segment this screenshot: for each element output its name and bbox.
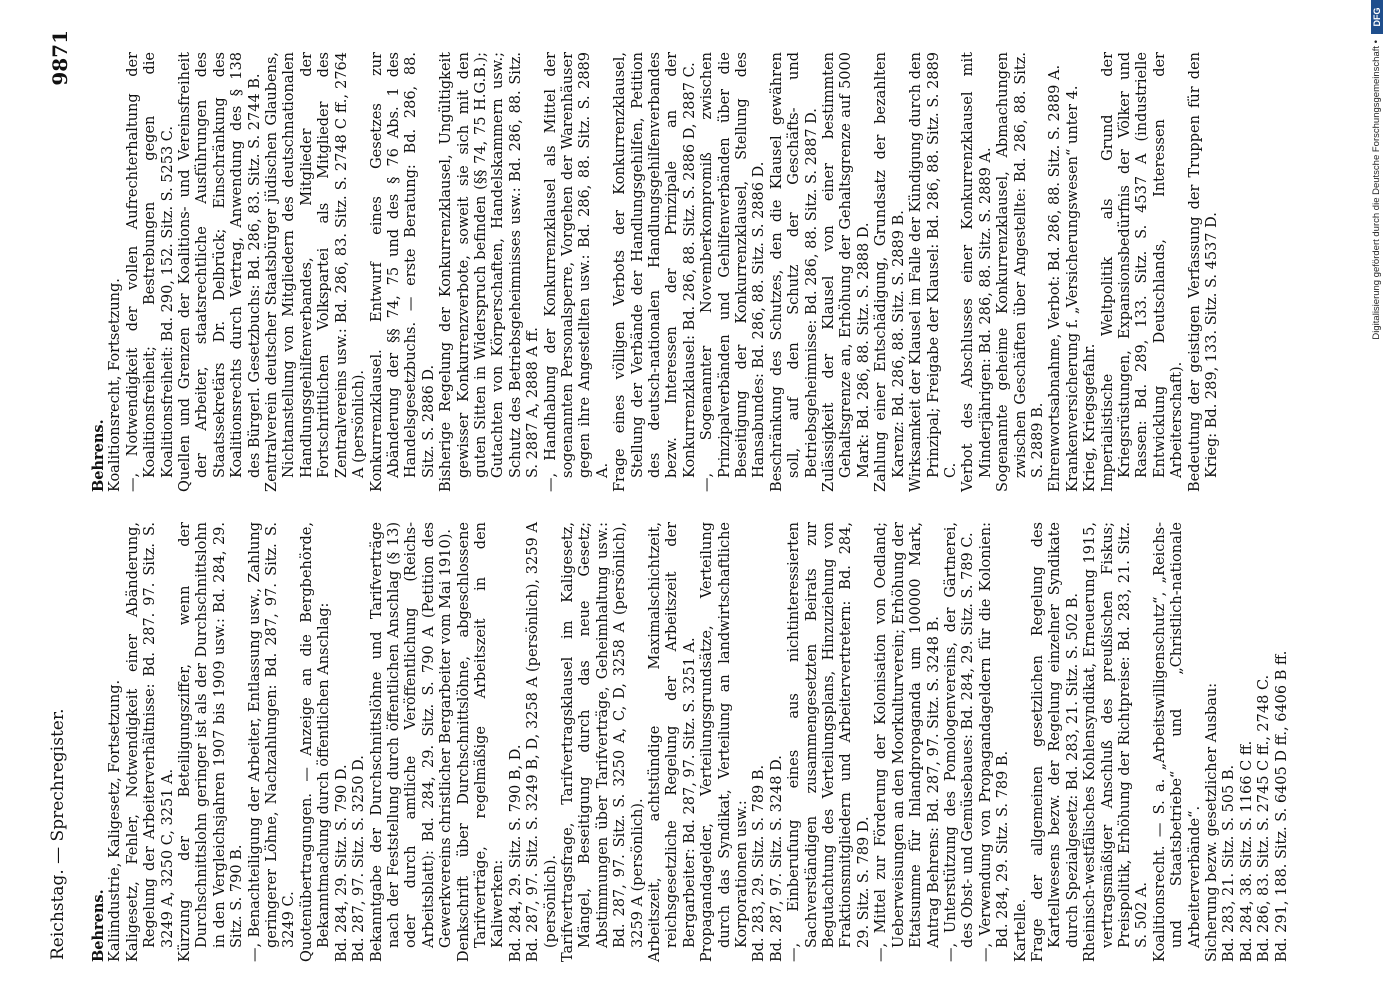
index-entry: —, Sogenannter Novemberkompromiß zwischen Prinzipalverbänden und Gehilfenverbänden über die Beseitigung der Konkurrenzklausel, Stellung des Hansabundes: Bd. 286, 88. Sitz. S. 2886 D. [699,52,768,492]
dfg-logo: DFG [1371,0,1383,34]
index-entry: Kartelle. [1012,898,1029,962]
index-entry: Bd. 283, 29. Sitz. S. 789 B. [751,764,768,962]
index-entry: Frage eines völligen Verbots der Konkurrenzklausel, Stellung der Verbände der Handlungsgehilfen, Petition des deutsch-nationalen Handlungsgehilfenverbandes bezw. Interessen der Prinzipale an der Konkurrenzklausel: Bd. 286, 88. Sitz. S. 2886 D, 2887 C. [612,52,698,492]
index-entry: Denkschrift über Durchschnittslöhne, abgeschlossene Tarifverträge, regelmäßige Arbeitszeit in den Kaliwerken: [455,522,507,962]
digitization-sidebar [1371,0,1383,1000]
index-entry: Bd. 291, 188. Sitz. S. 6405 D ff., 6406 B ff. [1273,650,1290,962]
index-entry: Ehrenwortsabnahme, Verbot: Bd. 286, 88. Sitz. S. 2889 A. [1047,64,1064,492]
index-entry: Rheinisch-westfälisches Kohlensyndikat, Erneuerung 1915, vertragsmäßiger Anschluß des preußischen Fiskus; Preispolitik, Erhöhung der Richtpreise: Bd. 283, 21. Sitz. S. 502 A. [1082,522,1151,962]
index-entry: Bekanntgabe der Durchschnittslöhne und Tarifverträge nach der Feststellung durch öffentlichen Anschlag (§ 13) oder durch amtliche Veröffentlichung (Reichs-Arbeitsblatt): Bd. 284, 29. Sitz. S. 790 A (Petition des Gewerkvereins christlicher Bergarbeiter vom Mai 1910). [368,522,455,962]
index-entry: Verbot des Abschlusses einer Konkurrenzklausel mit Minderjährigen: Bd. 286, 88. Sitz. S. 2889 A. [960,52,994,492]
index-entry: Bd. 287, 97. Sitz. S. 3248 D. [768,755,785,962]
index-entry: Zentralverein deutscher Staatsbürger jüdischen Glaubens, Nichtanstellung von Mitgliedern des deutschnationalen Handlungsgehilfenverbandes, Mitglieder der Fortschrittlichen Volkspartei als Mitglieder des Zentralvereins usw.: Bd. 286, 83. Sitz. S. 2748 C ff., 2764 A (persönlich). [264,52,368,492]
index-entry: Bd. 287, 97. Sitz. S. 3249 B, D, 3258 A (persönlich), 3259 A (persönlich). [525,522,559,962]
page-header [40,30,80,960]
index-entry: Tarifvertragsfrage, Tarifvertragsklausel im Kaligesetz, Mängel, Beseitigung durch das neue Gesetz; Abstimmungen über Tarifverträge, Geheimhaltung usw.: Bd. 287, 97. Sitz. S. 3250 A, C, D, 3258 A (persönlich), 3259 A (persönlich). [559,522,646,962]
index-entry: —, Einberufung eines aus nichtinteressierten Sachverständigen zusammengesetzten Beirats zur Begutachtung des Verteilungsplans, Hinzuziehung von Fraktionsmitgliedern und Arbeitervertretern: Bd. 284, 29. Sitz. S. 789 D. [786,522,872,962]
index-entry: Arbeitszeit, achtstündige Maximalschichtzeit, reichsgesetzliche Regelung der Arbeitszeit der Bergarbeiter: Bd. 287, 97. Sitz. S. 3251 A. [647,522,698,962]
index-entry: Quotenübertragungen. — Anzeige an die Bergbehörde, Bekanntmachung durch öffentlichen Anschlag: [298,522,333,962]
index-entry: Bd. 284, 38. Sitz. S. 1166 C ff. [1238,740,1255,962]
index-entry: Frage der allgemeinen gesetzlichen Regelung des Kartellwesens bezw. der Regelung einzelner Syndikate durch Spezialgesetz: Bd. 283, 21. Sitz. S. 502 B. [1029,522,1081,962]
index-entry: Sogenannte geheime Konkurrenzklausel, Abmachungen zwischen Geschäften über Angestellte: Bd. 286, 88. Sitz. S. 2889 B. [995,52,1046,492]
index-entry: Beschränkung des Schutzes, den die Klausel gewähren soll, auf den Schutz der Geschäfts- und Betriebsgeheimnisse: Bd. 286, 88. Sitz. S. 2887 D. [768,52,820,492]
right-column [90,52,1221,492]
index-entry: Propagandagelder, Verteilungsgrundsätze, Verteilung durch das Syndikat, Verteilung an landwirtschaftliche Korporationen usw.: [699,522,751,962]
index-entry: Krieg, Kriegsgefahr. [1082,343,1099,492]
index-entry: —, Notwendigkeit der vollen Aufrechterhaltung der Koalitionsfreiheit; Bestrebungen gegen die Koalitionsfreiheit: Bd. 290, 152. Sitz. S. 5253 C. [124,52,176,492]
left-column-entries [107,522,1291,962]
index-entry: Bd. 286, 83. Sitz. S. 2745 C ff., 2748 C. [1256,674,1273,962]
index-entry: Bd. 284, 29. Sitz. S. 790 B, D. [507,744,524,962]
right-column-entries [107,52,1221,492]
index-entry: Koalitionsrecht, Fortsetzung. [107,278,124,492]
index-entry: Wirksamkeit der Klausel im Falle der Kündigung durch den Prinzipal; Freigabe der Klausel: Bd. 286, 88. Sitz. S. 2889 C. [908,52,959,492]
index-entry: Konkurrenzklausel. Entwurf eines Gesetzes zur Abänderung der §§ 74, 75 und des § 76 Abs. 1 des Handelsgesetzbuchs. — erste Beratung: Bd. 286, 88. Sitz. S. 2886 D. [368,52,437,492]
index-entry: Bd. 287, 97. Sitz. S. 3250 D. [351,755,368,962]
index-entry: —, Handhabung der Konkurrenzklausel als Mittel der sogenannten Personalsperre, Vorgehen der Warenhäuser gegen ihre Angestellten usw.: Bd. 286, 88. Sitz. S. 2889 A. [542,52,611,492]
column-heading: Behrens. [90,419,107,492]
running-title: Reichstag. — Sprechregister. [48,708,68,960]
index-entry: —, Mittel zur Förderung der Kolonisation von Oedland; Ueberweisungen an den Moorkulturverein; Erhöhung der Etatsumme für Inlandpropaganda um 100000 Mark, Antrag Behrens: Bd. 287, 97. Sitz. S. 3248 B. [873,522,942,962]
index-entry: Kürzung der Beteiligungsziffer, wenn der Durchschnittslohn geringer ist als der Durchschnittslohn in den Vergleichsjahren 1907 bis 1909 usw.: Bd. 284, 29. Sitz. S. 790 B. [177,522,246,962]
index-entry: Bd. 283, 21. Sitz. S. 505 B. [1221,764,1238,962]
index-entry: Sicherung bezw. gesetzlicher Ausbau: [1204,682,1220,962]
index-entry: Kaligesetz, Fehler, Notwendigkeit einer Abänderung, Regelung der Arbeiterverhältnisse: Bd. 287. 97. Sitz. S. 3249 A, 3250 C, 3251 A. [124,522,176,962]
index-entry: Zulässigkeit der Klausel von einer bestimmten Gehaltsgrenze an, Erhöhung der Gehaltsgrenze auf 5000 Mark: Bd. 286, 88. Sitz. S. 2888 D. [821,52,872,492]
index-entry: —, Unterstützung des Pomologenvereins, der Gärtnerei, des Obst- und Gemüsebaues: Bd. 284, 29. Sitz. S. 789 C. [942,522,977,962]
index-entry: Bedeutung der geistigen Verfassung der Truppen für den Krieg: Bd. 289, 133. Sitz. S. 4537 D. [1186,52,1220,492]
index-entry: —, Benachteiligung der Arbeiter, Entlassung usw., Zahlung geringerer Löhne, Nachzahlungen: Bd. 287, 97. Sitz. S. 3249 C. [246,522,298,962]
index-entry: Imperialistische Weltpolitik als Grund der Kriegsrüstungen, Expansionsbedürfnis der Völker und Rassen: Bd. 289, 133. Sitz. S. 4537 A (industrielle Entwicklung Deutschlands, Interessen der Arbeiterschaft). [1099,52,1186,492]
index-entry: Koalitionsrecht. — S. a. „Arbeitswilligenschutz“, „Reichs- und Staatsbetriebe“ und „Christlich-nationale Arbeiterverbände“. [1151,522,1203,962]
index-entry: Bd. 284, 29. Sitz. S. 790 D. [333,764,350,962]
index-entry: Bisherige Regelung der Konkurrenzklausel, Ungültigkeit gewisser Konkurrenzverbote, soweit sie sich mit den guten Sitten in Widerspruch befinden (§§ 74, 75 H.G.B.); Gutachten von Körperschaften, Handelskammern usw.; Schutz des Betriebsgeheimnisses usw.: Bd. 286, 88. Sitz. S. 2887 A, 2888 A ff. [438,52,542,492]
index-entry: Kaliindustrie, Kaligesetz, Fortsetzung. [107,679,124,962]
sponsor-note: Digitalisierung gefördert durch die Deutsche Forschungsgemeinschaft • [1371,40,1382,340]
index-entry: Quellen und Grenzen der Koalitions- und Vereinsfreiheit der Arbeiter, staatsrechtliche Ausführungen des Staatssekretärs Dr. Delbrück; Einschränkung des Koalitionsrechts durch Vertrag, Anwendung des § 138 des Bürgerl. Gesetzbuchs: Bd. 286, 83. Sitz. S. 2744 B. [177,52,263,492]
index-entry: Krankenversicherung f. „Versicherungswesen“ unter 4. [1064,85,1081,492]
index-entry: —, Verwendung von Propagandageldern für die Kolonien: Bd. 284, 29. Sitz. S. 789 B. [977,522,1012,962]
index-entry: Zahlung einer Entschädigung, Grundsatz der bezahlten Karenz: Bd. 286, 88. Sitz. S. 2889 B. [873,52,907,492]
page-number: 9871 [48,30,72,86]
column-heading: Behrens. [90,889,107,962]
left-column [90,522,1291,962]
